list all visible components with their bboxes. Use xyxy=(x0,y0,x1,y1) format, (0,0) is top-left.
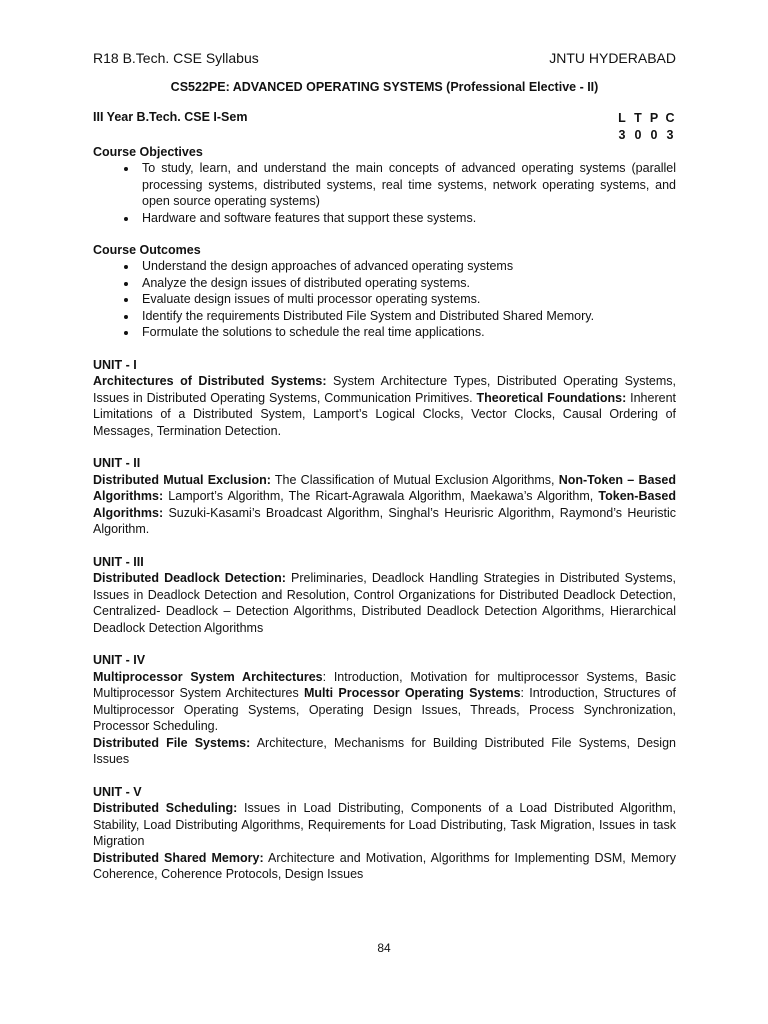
topic-text: The Classification of Mutual Exclusion Algorithms, xyxy=(270,472,559,487)
year-sem-row xyxy=(93,110,676,144)
topic-heading: Architectures of Distributed Systems: xyxy=(93,374,327,388)
objectives-heading: Course Objectives xyxy=(93,145,203,159)
unit-text xyxy=(93,373,676,439)
topic-heading: Token-Based Algorithms: xyxy=(93,489,676,520)
topic-heading: Distributed Shared Memory: xyxy=(93,850,264,865)
ltpc-p-value: 0 xyxy=(650,128,658,142)
unit-title: UNIT - II xyxy=(93,456,141,470)
topic-text: Architecture, Mechanisms for Building Distributed File Systems, Design Issues xyxy=(93,735,676,766)
topic-text: Architecture and Motivation, Algorithms for Implementing DSM, Memory Coherence, Coherence Protocols, Design Issues xyxy=(93,850,676,881)
unit-text xyxy=(93,800,676,850)
syllabus-page xyxy=(93,50,676,899)
unit-text xyxy=(93,669,676,735)
topic-heading: Distributed File Systems: xyxy=(93,735,251,750)
unit-title: UNIT - I xyxy=(93,357,137,372)
topic-heading: Multiprocessor System Architectures xyxy=(93,669,323,684)
unit-title: UNIT - IV xyxy=(93,653,146,667)
list-item: • Understand the design approaches of advanced operating systems xyxy=(138,258,676,275)
outcomes-list xyxy=(93,258,676,341)
topic-text: Suzuki-Kasami’s Broadcast Algorithm, Singhal’s Heurisric Algorithm, Raymond’s Heuristic Algorithm. xyxy=(93,505,676,536)
topic-text: Lamport’s Algorithm, The Ricart-Agrawala Algorithm, Maekawa’s Algorithm, xyxy=(163,489,599,503)
topic-text: Preliminaries, Deadlock Handling Strategies in Distributed Systems, Issues in Deadlock Detection and Resolution, Control Organizations for Distributed Deadlock Detection, Centralized- Deadlock – Detection Algorithms, Distributed Deadlock Detection Algorithms, Hierarchical Deadlock Detection Algorithms xyxy=(93,571,676,635)
topic-text: Inherent Limitations of a Distributed System, Lamport’s Logical Clocks, Vector Clocks, Causal Ordering of Messages, Termination Detection. xyxy=(93,390,676,438)
ltpc-table xyxy=(616,110,676,144)
unit-text xyxy=(93,570,676,636)
course-title: CS522PE: ADVANCED OPERATING SYSTEMS (Professional Elective - II) xyxy=(170,80,599,94)
topic-heading: Theoretical Foundations: xyxy=(476,390,627,405)
list-item: • Identify the requirements Distributed File System and Distributed Shared Memory. xyxy=(138,308,676,325)
unit-title: UNIT - III xyxy=(93,554,144,569)
unit-2 xyxy=(93,455,676,538)
topic-heading: Distributed Mutual Exclusion: xyxy=(93,472,271,487)
year-sem: III Year B.Tech. CSE I-Sem xyxy=(93,110,248,124)
unit-3 xyxy=(93,554,676,637)
list-item: • Formulate the solutions to schedule the real time applications. xyxy=(138,324,676,341)
topic-heading: Multi Processor Operating Systems xyxy=(304,686,521,700)
unit-text xyxy=(93,735,676,768)
list-item: • To study, learn, and understand the main concepts of advanced operating systems (parallel processing systems, distributed systems, real time systems, network operating systems, and open source operating systems) xyxy=(138,160,676,210)
ltpc-p-header: P xyxy=(649,111,659,125)
topic-heading: Distributed Scheduling: xyxy=(93,801,238,815)
unit-text xyxy=(93,472,676,538)
topic-heading: Distributed Deadlock Detection: xyxy=(93,571,286,585)
topic-text: : Introduction, Motivation for multiprocessor Systems, Basic Multiprocessor System Architectures xyxy=(93,669,676,700)
outcomes-heading: Course Outcomes xyxy=(93,243,201,257)
unit-4 xyxy=(93,652,676,768)
unit-5 xyxy=(93,784,676,883)
list-item: • Analyze the design issues of distributed operating systems. xyxy=(138,275,676,292)
page-number: 84 xyxy=(377,941,391,955)
topic-heading: Non-Token – Based Algorithms: xyxy=(93,472,676,503)
ltpc-l-value: 3 xyxy=(618,128,626,142)
unit-1 xyxy=(93,357,676,440)
page-header xyxy=(93,50,676,66)
unit-text xyxy=(93,850,676,883)
ltpc-c-value: 3 xyxy=(666,128,674,142)
objectives-list xyxy=(93,160,676,226)
topic-text: Issues in Load Distributing, Components of a Load Distributed Algorithm, Stability, Load Distributing Algorithms, Requirements for Load Distributing, Task Migration, Issues in task Migration xyxy=(93,801,676,848)
header-left: R18 B.Tech. CSE Syllabus xyxy=(93,50,259,66)
topic-text: System Architecture Types, Distributed Operating Systems, Issues in Distributed Operating Systems, Communication Primitives. xyxy=(93,374,677,405)
list-item: • Evaluate design issues of multi processor operating systems. xyxy=(138,291,676,308)
header-right: JNTU HYDERABAD xyxy=(549,50,676,66)
unit-title: UNIT - V xyxy=(93,784,142,799)
ltpc-t-header: T xyxy=(634,111,642,125)
list-item: • Hardware and software features that support these systems. xyxy=(138,210,676,227)
ltpc-c-header: C xyxy=(665,111,675,125)
topic-text: : Introduction, Structures of Multiprocessor Operating Systems, Operating Design Issues, Threads, Process Synchronization, Processor Scheduling. xyxy=(93,686,676,733)
ltpc-l-header: L xyxy=(618,111,626,125)
ltpc-t-value: 0 xyxy=(634,128,642,142)
